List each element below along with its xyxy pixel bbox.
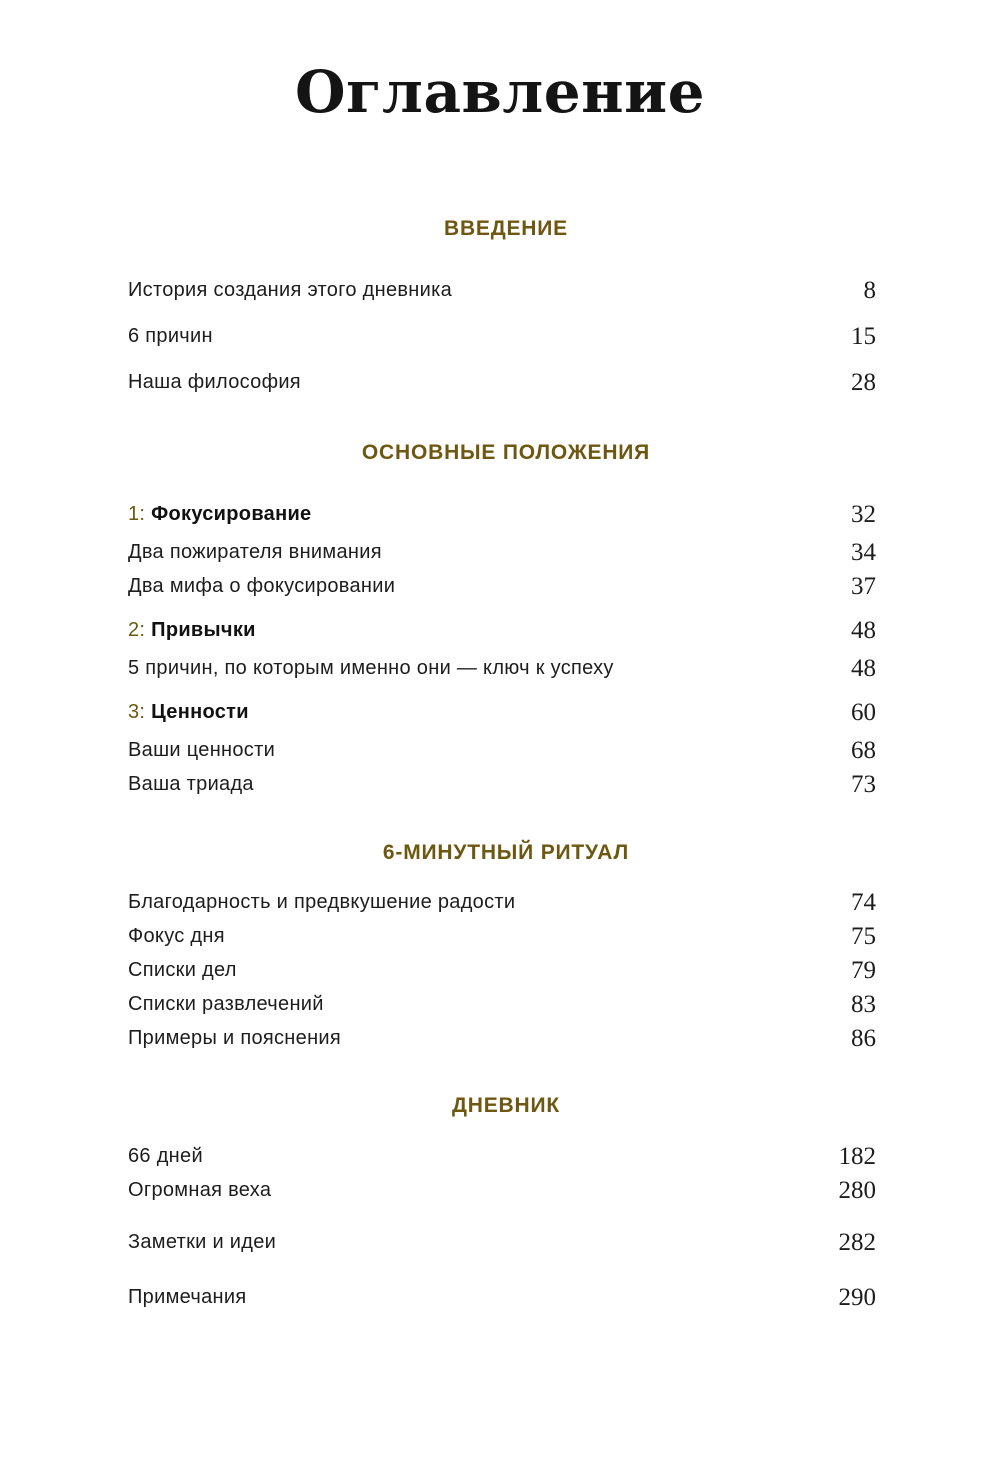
toc-entry-label: Списки развлечений [128, 993, 324, 1015]
toc-entry-label [128, 503, 311, 526]
chapter-number: 3: [128, 701, 146, 723]
toc-entry-label: Два пожирателя внимания [128, 541, 382, 563]
section-heading-diary: ДНЕВНИК [452, 1094, 560, 1117]
toc-entry[interactable] [128, 1179, 876, 1211]
toc-entry-page: 280 [838, 1177, 876, 1204]
section-heading-ritual: 6-МИНУТНЫЙ РИТУАЛ [382, 841, 630, 864]
toc-entry[interactable] [128, 739, 876, 771]
toc-entry-page: 60 [851, 699, 876, 726]
chapter-number: 2: [128, 619, 146, 641]
toc-entry-page: 74 [851, 889, 876, 916]
toc-entry-page: 79 [851, 957, 876, 984]
toc-entry[interactable] [128, 1027, 876, 1059]
toc-entry-page: 8 [863, 277, 876, 304]
toc-entry-page: 37 [851, 573, 876, 600]
toc-entry-label: История создания этого дневника [128, 279, 453, 301]
toc-entry-page: 282 [838, 1229, 876, 1256]
toc-entry-label: 6 причин [128, 325, 213, 347]
toc-entry-page: 15 [851, 323, 876, 350]
toc-entry[interactable] [128, 657, 876, 689]
toc-chapter-entry[interactable] [128, 619, 876, 651]
toc-entry-label [128, 619, 256, 642]
toc-entry-page: 28 [851, 369, 876, 396]
chapter-title: Фокусирование [151, 503, 312, 525]
page-title: Оглавление [294, 58, 705, 126]
toc-entry-label: Наша философия [128, 371, 301, 393]
toc-entry-page: 48 [851, 655, 876, 682]
toc-entry[interactable] [128, 925, 876, 957]
toc-entry-label: Примеры и пояснения [128, 1027, 342, 1049]
toc-entry-page: 34 [851, 539, 876, 566]
toc-entry-page: 86 [851, 1025, 876, 1052]
chapter-number: 1: [128, 503, 146, 525]
section-heading-fundamentals: ОСНОВНЫЕ ПОЛОЖЕНИЯ [361, 441, 651, 464]
toc-entry-page: 75 [851, 923, 876, 950]
toc-entry[interactable] [128, 325, 876, 357]
toc-entry-page: 48 [851, 617, 876, 644]
toc-entry[interactable] [128, 371, 876, 403]
toc-chapter-entry[interactable] [128, 701, 876, 733]
toc-entry-label: Фокус дня [128, 925, 225, 947]
toc-entry[interactable] [128, 773, 876, 805]
toc-entry[interactable] [128, 1231, 876, 1263]
toc-entry[interactable] [128, 891, 876, 923]
toc-chapter-entry[interactable] [128, 503, 876, 535]
chapter-title: Ценности [151, 701, 249, 723]
section-heading-introduction: ВВЕДЕНИЕ [444, 217, 568, 240]
chapter-title: Привычки [151, 619, 256, 641]
toc-entry-label: 66 дней [128, 1145, 203, 1167]
toc-entry[interactable] [128, 279, 876, 311]
toc-entry-label: Примечания [128, 1286, 247, 1308]
toc-entry-label: Благодарность и предвкушение радости [128, 891, 516, 913]
toc-entry-page: 290 [838, 1284, 876, 1311]
toc-entry-label: Списки дел [128, 959, 237, 981]
toc-entry[interactable] [128, 575, 876, 607]
toc-entry[interactable] [128, 541, 876, 573]
toc-entry-page: 32 [851, 501, 876, 528]
toc-entry[interactable] [128, 959, 876, 991]
toc-entry-page: 182 [838, 1143, 876, 1170]
toc-entry[interactable] [128, 1145, 876, 1177]
toc-entry[interactable] [128, 993, 876, 1025]
toc-entry-page: 83 [851, 991, 876, 1018]
toc-entry-label: Два мифа о фокусировании [128, 575, 396, 597]
toc-entry-label: 5 причин, по которым именно они — ключ к успеху [128, 657, 614, 679]
toc-entry-label: Огромная веха [128, 1179, 272, 1201]
toc-entry-label: Ваши ценности [128, 739, 276, 761]
toc-entry-label: Заметки и идеи [128, 1231, 277, 1253]
toc-entry-label: Ваша триада [128, 773, 254, 795]
toc-entry[interactable] [128, 1286, 876, 1318]
toc-entry-page: 68 [851, 737, 876, 764]
toc-entry-page: 73 [851, 771, 876, 798]
toc-entry-label [128, 701, 249, 724]
